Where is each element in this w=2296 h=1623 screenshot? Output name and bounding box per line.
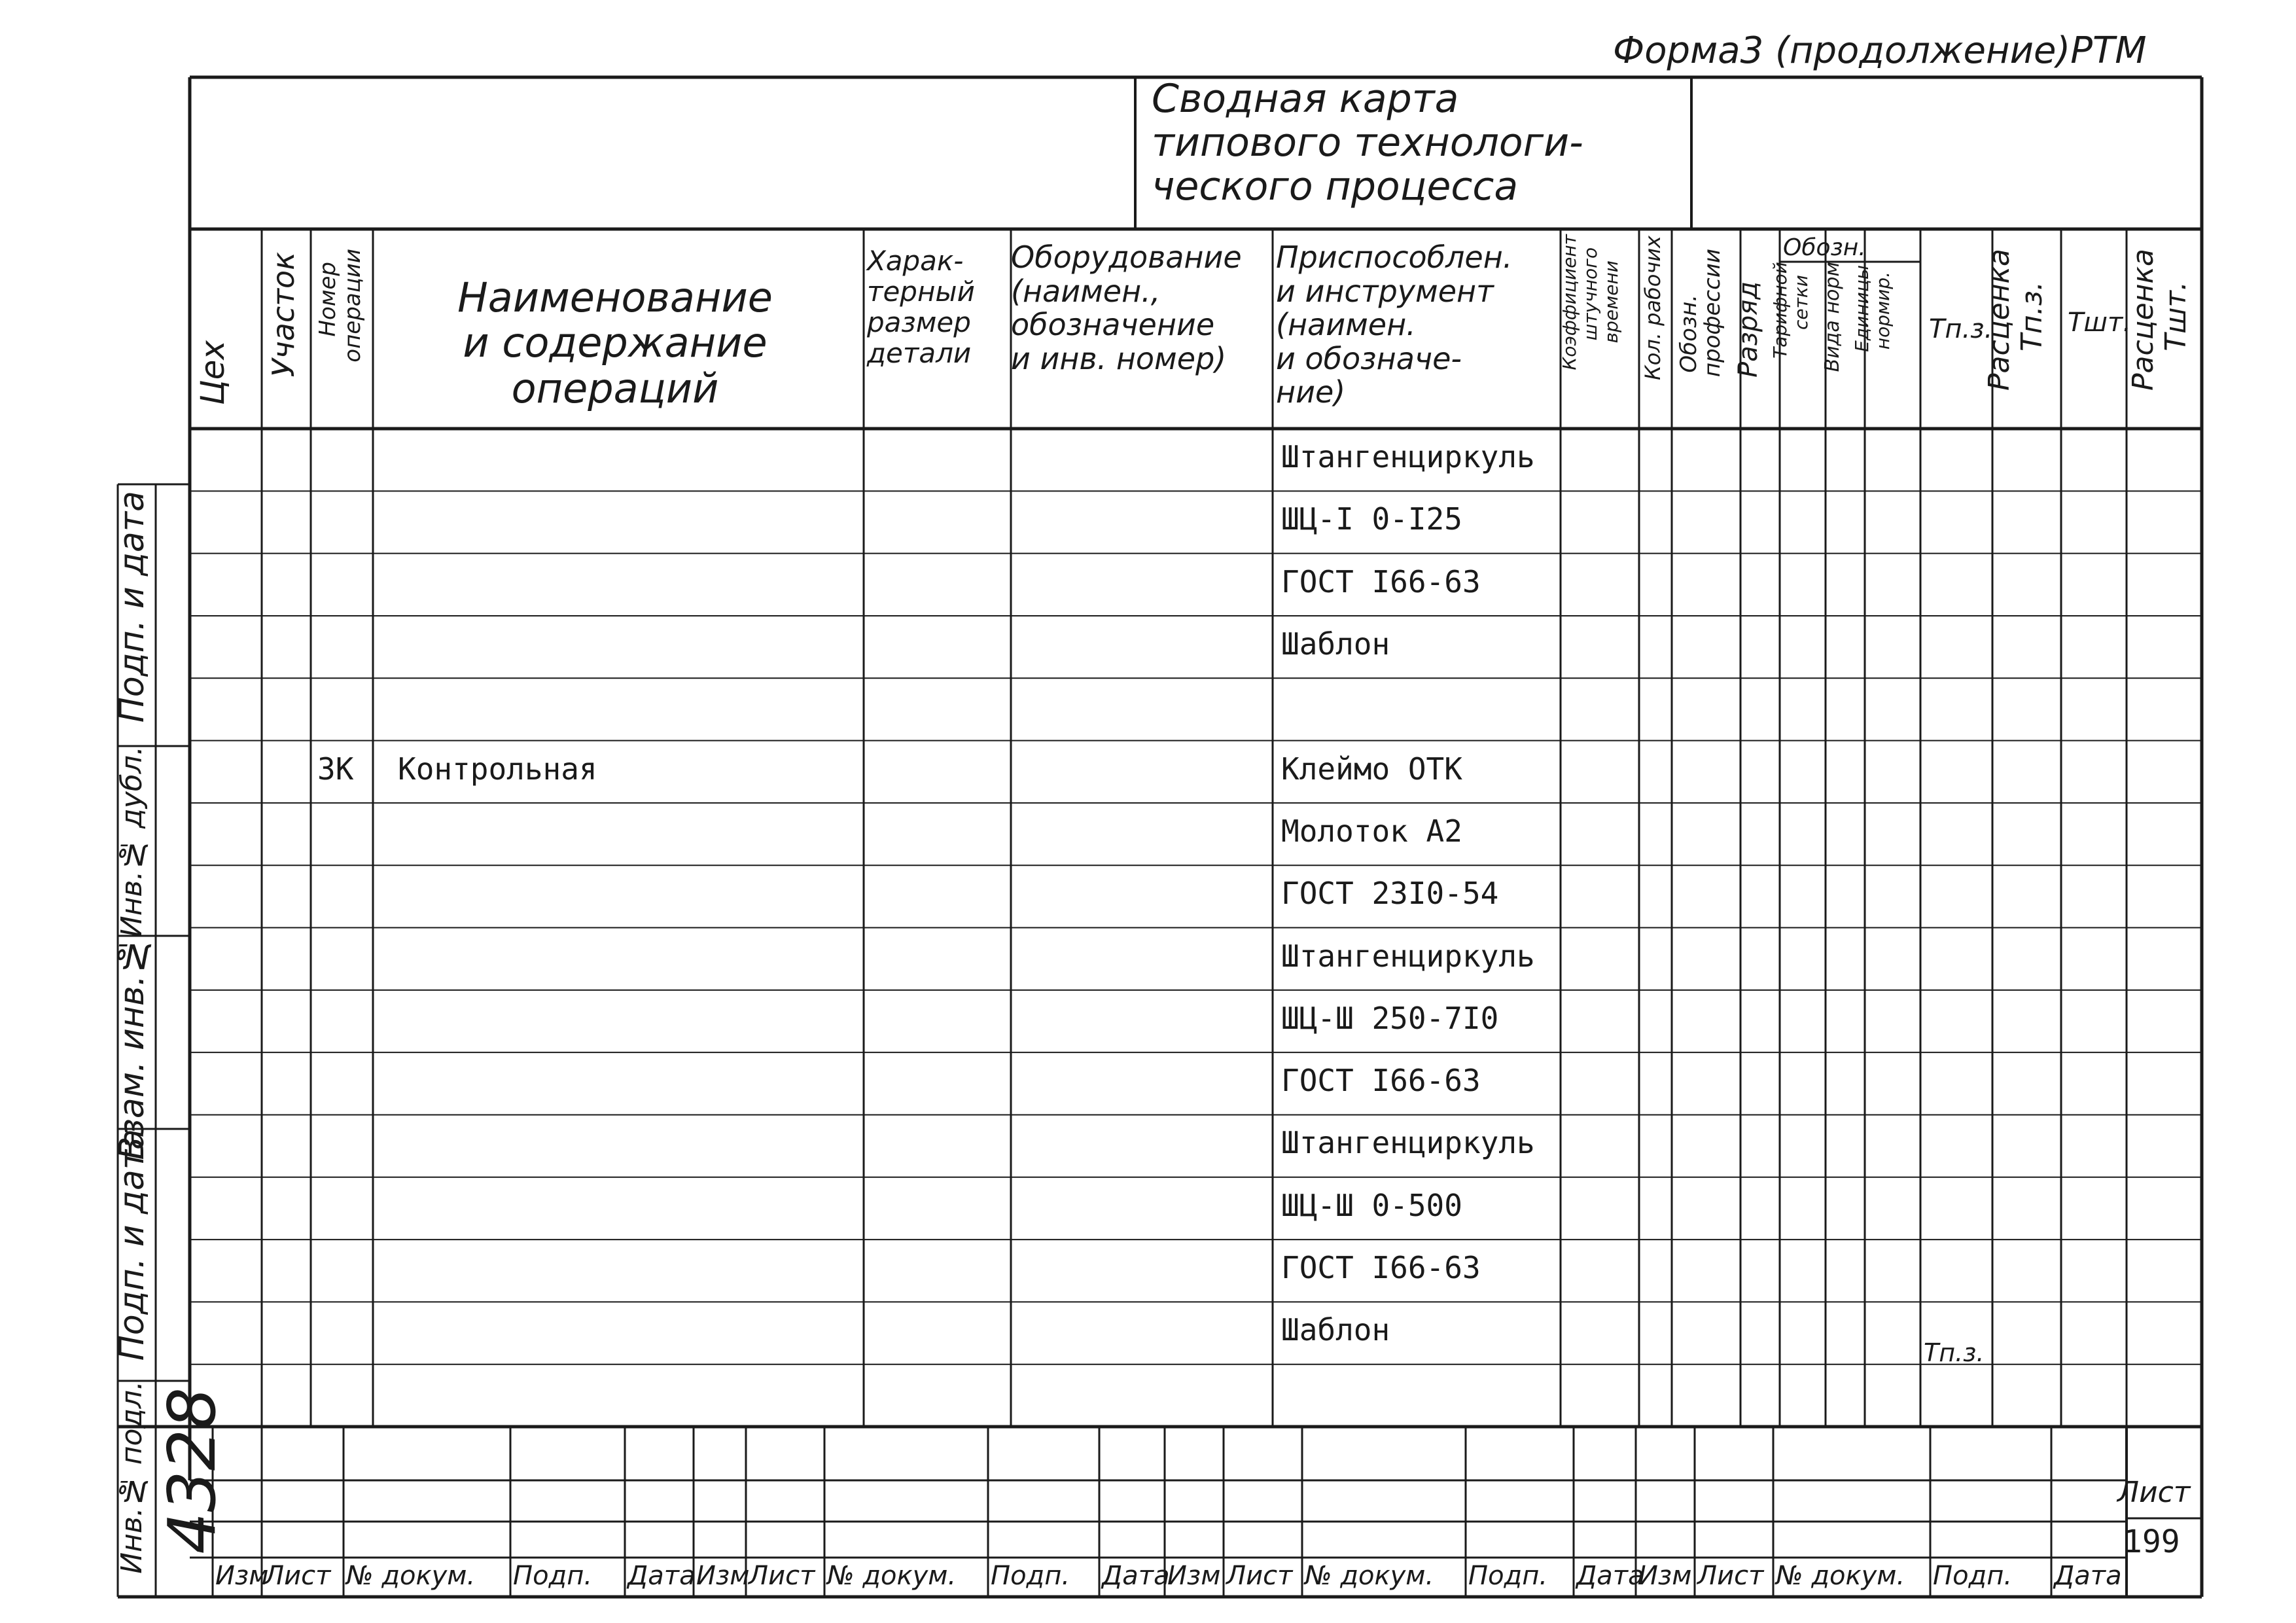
revision-label: № докум. [346,1561,476,1591]
table-row [190,1052,2202,1115]
side-sign-date-top: Подп. и дата [113,491,152,723]
header-equipment: Оборудование (наимен., обозначение и инв. номер) [1011,240,1242,376]
sheet-label: Лист [2117,1476,2191,1509]
table-row [190,1115,2202,1177]
tool-cell: ШЦ-Ш 250-7I0 [1281,1000,1499,1036]
side-inv-orig: Инв.№ подл. [115,1381,149,1574]
revision-label: Изм [1167,1561,1221,1591]
header-grade: Разряд [1733,281,1763,378]
header-tariff: Тарифной сетки [1769,262,1812,359]
header-tsht: Тшт. [2068,308,2132,338]
side-inv-dup: Инв.№ дубл. [115,746,149,938]
table-row [190,928,2202,990]
tool-cell: ШЦ-I 0-I25 [1281,501,1462,537]
revision-label: Изм [1638,1561,1692,1591]
op-name-cell: Контрольная [398,751,597,787]
header-op-name: Наименование и содержание операций [457,274,773,412]
table-row [190,1302,2202,1364]
tool-cell: ГОСТ I66-63 [1281,563,1481,599]
header-norm-unit: Единицы нормир. [1851,265,1894,352]
table-row [190,678,2202,740]
header-rate-tsht: Расценка Тшт. [2127,249,2193,391]
revision-label: Дата [2054,1561,2122,1591]
tool-cell: ГОСТ I66-63 [1281,1250,1481,1286]
table-row [190,616,2202,678]
revision-label: Лист [1697,1561,1764,1591]
revision-label: Дата [627,1561,696,1591]
side-sign-date-bottom: Подп. и дата [113,1129,152,1361]
tool-cell: Штангенциркуль [1281,938,1535,974]
revision-label: Подп. [991,1561,1070,1591]
table-row [190,491,2202,553]
table-row [190,803,2202,865]
card-title-line-1: Сводная карта [1152,76,1459,122]
form-label: Форма3 (продолжение)РТМ [1613,29,2147,72]
op-number-cell: 3К [317,751,354,787]
card-title-line-3: ческого процесса [1152,164,1519,210]
tool-cell: Клеймо ОТК [1281,751,1462,787]
header-norm-type: Вида норм [1821,262,1844,372]
header-workers: Кол. рабочих [1640,236,1665,380]
revision-label: Лист [264,1561,331,1591]
revision-label: Лист [1226,1561,1293,1591]
revision-label: Изм [215,1561,269,1591]
header-tools: Приспособлен. и инструмент (наимен. и обозначе- ние) [1276,240,1513,410]
side-inv-orig-number: 4328 [154,1387,230,1554]
tool-cell: ШЦ-Ш 0-500 [1281,1187,1462,1223]
table-row [190,1240,2202,1302]
revision-label: Подп. [1933,1561,2013,1591]
revision-label: Изм [696,1561,750,1591]
header-profession: Обозн. профессии [1676,249,1725,378]
tool-cell: Штангенциркуль [1281,1125,1535,1161]
revision-label: № докум. [1305,1561,1434,1591]
table-row [190,429,2202,491]
sheet-number: 199 [2123,1524,2180,1560]
tool-cell: Штангенциркуль [1281,439,1535,474]
card-title-line-2: типового технологи- [1152,120,1583,166]
table-row [190,741,2202,803]
header-workshop: Цех [194,340,232,406]
table-row [190,554,2202,616]
revision-label: № докум. [827,1561,957,1591]
header-op-number: Номер операции [315,249,366,363]
table-row [190,1364,2202,1427]
header-coef: Коэффициент штучного времени [1559,234,1622,370]
table-row [190,990,2202,1052]
header-rate-tpz: Расценка Тп.з. [1983,249,2049,391]
revision-label: № докум. [1776,1561,1905,1591]
revision-label: Подп. [513,1561,593,1591]
side-replaced: Взам. инв.№ [113,936,152,1160]
header-tpz: Тп.з. [1929,314,1993,344]
header-section: Участок [266,252,301,378]
revision-label: Лист [749,1561,815,1591]
table-row [190,1177,2202,1240]
tool-cell: ГОСТ I66-63 [1281,1063,1481,1099]
revision-label: Дата [1102,1561,1170,1591]
table-row [190,865,2202,927]
header-detail-size: Харак- терный размер детали [867,245,975,370]
tool-cell: ГОСТ 23I0-54 [1281,876,1499,912]
header-desig-group: Обозн. [1783,234,1866,261]
tool-cell: Шаблон [1281,1312,1390,1348]
revision-label: Дата [1576,1561,1644,1591]
revision-label: Подп. [1468,1561,1548,1591]
tool-cell: Шаблон [1281,626,1390,662]
tool-cell: Молоток А2 [1281,813,1462,849]
tpz-note: Тп.з. [1924,1338,1985,1367]
